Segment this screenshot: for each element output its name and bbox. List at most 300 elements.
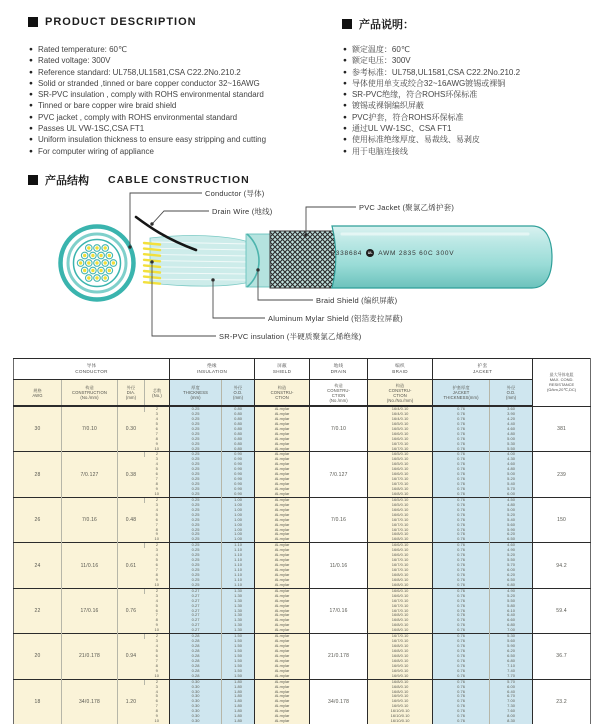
insulation-od-cell: 1.00 [222,497,255,502]
cores-cell: 7 [145,477,170,482]
cores-cell: 8 [145,573,170,578]
description-item-zh-text: PVC护套，符合ROHS环保标准 [351,112,464,122]
description-item-en [29,100,329,111]
cores-cell: 6 [145,427,170,432]
insulation-thickness-cell: 0.27 [170,599,222,604]
awg-cell: 30 [14,406,62,452]
description-item-en [29,112,329,123]
resistance-cell: 150 [533,497,591,542]
cores-cell: 2 [145,406,170,412]
insulation-od-cell: 0.80 [222,422,255,427]
jacket-thickness-cell: 0.76 [433,644,490,649]
jacket-od-cell: 5.70 [490,563,533,568]
braid-construction-cell: 16/6/0.10 [368,553,433,558]
insulation-od-cell: 0.80 [222,447,255,452]
jacket-thickness-cell: 0.76 [433,719,490,724]
insulation-od-cell: 1.50 [222,674,255,679]
col-group-conductor: 导体 CONDUCTOR [14,359,170,380]
shield-construction-cell: Al-mylar [255,599,310,604]
description-item-zh-text: 通过UL VW-1SC、CSA FT1 [351,124,452,134]
col-header: 芯数 (No.) [145,380,170,407]
jacket-od-cell: 5.70 [490,679,533,684]
jacket-od-cell: 6.80 [490,623,533,628]
col-header: 构造 CONSTRU- CTION (No./mm) [310,380,368,407]
insulation-thickness-cell: 0.25 [170,442,222,447]
jacket-od-cell: 7.70 [490,674,533,679]
braid-construction-cell: 16/5/0.10 [368,422,433,427]
jacket-od-cell: 4.60 [490,427,533,432]
insulation-od-cell: 1.80 [222,714,255,719]
shield-construction-cell: Al-mylar [255,604,310,609]
braid-construction-cell: 16/9/0.10 [368,699,433,704]
shield-construction-cell: Al-mylar [255,492,310,497]
conductor-dia-cell: 0.76 [118,588,145,633]
awg-cell: 20 [14,634,62,679]
shield-construction-cell: Al-mylar [255,609,310,614]
col-group-braid: 编织 BRAID [368,359,433,380]
description-item-en-text: Solid or stranded ,tinned or bare copper conductor 32~16AWG [37,78,260,88]
cores-cell: 5 [145,558,170,563]
shield-construction-cell: Al-mylar [255,644,310,649]
description-item-zh [343,44,593,55]
jacket-thickness-cell: 0.76 [433,508,490,513]
insulation-thickness-cell: 0.30 [170,685,222,690]
insulation-thickness-cell: 0.25 [170,573,222,578]
aluminum-mylar-shield-label: Aluminum Mylar Shield (铝箔麦拉屏蔽) [268,314,403,323]
jacket-od-cell: 5.00 [490,437,533,442]
description-item-en-text: For computer wiring of appliance [37,146,154,156]
insulation-od-cell: 1.80 [222,679,255,684]
insulation-thickness-cell: 0.30 [170,704,222,709]
description-item-en [29,67,329,78]
jacket-thickness-cell: 0.76 [433,412,490,417]
insulation-thickness-cell: 0.25 [170,537,222,542]
braid-construction-cell: 16/9/0.10 [368,674,433,679]
jacket-od-cell: 6.00 [490,685,533,690]
insulation-thickness-cell: 0.28 [170,659,222,664]
shield-construction-cell: Al-mylar [255,623,310,628]
jacket-thickness-cell: 0.76 [433,685,490,690]
jacket-od-cell: 5.50 [490,599,533,604]
insulation-thickness-cell: 0.25 [170,422,222,427]
shield-construction-cell: Al-mylar [255,639,310,644]
ul-mark-icon: UL [367,251,373,255]
description-item-zh [343,67,593,78]
col-header: 护套厚度 JACKET THICKNESS(mm) [433,380,490,407]
description-item-zh-text: 使用标准绝缘厚度、易裁线、易剥皮 [351,135,480,145]
jacket-thickness-cell: 0.76 [433,709,490,714]
shield-construction-cell: Al-mylar [255,573,310,578]
description-item-en-text: Passes UL VW-1SC,CSA FT1 [37,124,145,134]
cores-cell: 8 [145,528,170,533]
insulation-od-cell: 1.50 [222,644,255,649]
jacket-thickness-cell: 0.76 [433,618,490,623]
jacket-thickness-cell: 0.76 [433,568,490,573]
jacket-od-cell: 4.60 [490,462,533,467]
bullet-icon: ● [29,125,33,133]
insulation-od-cell: 0.80 [222,442,255,447]
col-header: 外径 O.D. (mm) [222,380,255,407]
jacket-od-cell: 3.90 [490,412,533,417]
insulation-od-cell: 1.50 [222,649,255,654]
jacket-od-cell: 4.20 [490,417,533,422]
braid-construction-cell: 16/7/0.10 [368,558,433,563]
shield-construction-cell: Al-mylar [255,427,310,432]
cores-cell: 2 [145,634,170,639]
insulation-od-cell: 1.10 [222,543,255,548]
braid-construction-cell: 16/5/0.10 [368,503,433,508]
braid-construction-cell: 16/8/0.10 [368,690,433,695]
drain-construction-cell: 7/0.10 [310,406,368,452]
cores-cell: 5 [145,422,170,427]
insulation-od-cell: 0.90 [222,462,255,467]
shield-construction-cell: Al-mylar [255,482,310,487]
shield-construction-cell: Al-mylar [255,447,310,452]
cores-cell: 6 [145,472,170,477]
shield-construction-cell: Al-mylar [255,452,310,457]
jacket-thickness-cell: 0.76 [433,528,490,533]
jacket-od-cell: 6.70 [490,694,533,699]
jacket-od-cell: 5.80 [490,604,533,609]
insulation-od-cell: 1.80 [222,704,255,709]
shield-construction-cell: Al-mylar [255,679,310,684]
drain-construction-cell: 7/0.127 [310,452,368,497]
jacket-thickness-cell: 0.76 [433,532,490,537]
jacket-thickness-cell: 0.76 [433,563,490,568]
jacket-od-cell: 7.40 [490,669,533,674]
col-header: 外径 O.D. (mm) [490,380,533,407]
shield-construction-cell: Al-mylar [255,704,310,709]
cores-cell: 9 [145,487,170,492]
jacket-od-cell: 4.90 [490,548,533,553]
bullet-icon: ● [343,68,347,76]
shield-construction-cell: Al-mylar [255,694,310,699]
jacket-thickness-cell: 0.76 [433,649,490,654]
cores-cell: 3 [145,412,170,417]
description-item-en-text: Tinned or bare copper wire braid shield [37,101,177,111]
insulation-od-cell: 1.00 [222,518,255,523]
shield-construction-cell: Al-mylar [255,518,310,523]
braid-construction-cell: 16/8/0.10 [368,654,433,659]
description-item-zh [343,123,593,134]
bullet-icon: ● [343,79,347,87]
description-item-en-text: Uniform insulation thickness to ensure easy stripping and cutting [37,135,267,145]
jacket-thickness-cell: 0.76 [433,487,490,492]
insulation-od-cell: 1.30 [222,613,255,618]
insulation-od-cell: 1.30 [222,623,255,628]
shield-construction-cell: Al-mylar [255,457,310,462]
insulation-od-cell: 1.30 [222,609,255,614]
cores-cell: 3 [145,548,170,553]
bullet-icon: ● [29,113,33,121]
jacket-print [325,249,460,257]
braid-shield-shape [270,231,336,288]
jacket-od-cell: 4.60 [490,543,533,548]
jacket-thickness-cell: 0.76 [433,472,490,477]
cores-cell: 4 [145,462,170,467]
cores-cell: 4 [145,599,170,604]
conductor-dia-cell: 0.48 [118,497,145,542]
sr-pvc-insulation-label: SR-PVC insulation (半硬质聚氯乙烯绝缘) [219,332,362,341]
bullet-icon: ● [343,57,347,65]
cores-cell: 7 [145,659,170,664]
jacket-thickness-cell: 0.76 [433,634,490,639]
cores-cell: 10 [145,719,170,724]
insulation-thickness-cell: 0.27 [170,594,222,599]
braid-construction-cell: 16/10/0.10 [368,719,433,724]
insulation-thickness-cell: 0.25 [170,447,222,452]
col-header: 厚度 THICKNESS (mm) [170,380,222,407]
insulation-od-cell: 1.00 [222,528,255,533]
col-header: 构造 CONSTRUCTION (No./mm) [62,380,118,407]
jacket-od-cell: 5.30 [490,634,533,639]
braid-shield-label: Braid Shield (编织屏蔽) [316,296,398,305]
jacket-thickness-cell: 0.76 [433,604,490,609]
insulation-od-cell: 0.90 [222,452,255,457]
jacket-od-cell: 4.30 [490,457,533,462]
insulation-od-cell: 0.90 [222,477,255,482]
insulation-thickness-cell: 0.28 [170,669,222,674]
description-item-en [29,44,329,55]
insulation-thickness-cell: 0.27 [170,604,222,609]
cores-cell: 9 [145,714,170,719]
braid-construction-cell: 16/8/0.10 [368,618,433,623]
insulation-thickness-cell: 0.25 [170,513,222,518]
jacket-od-cell: 7.60 [490,709,533,714]
resistance-cell: 239 [533,452,591,497]
insulation-od-cell: 1.10 [222,553,255,558]
resistance-cell: 23.2 [533,679,591,724]
braid-construction-cell: 16/8/0.10 [368,573,433,578]
jacket-od-cell: 7.10 [490,664,533,669]
cores-cell: 9 [145,669,170,674]
braid-construction-cell: 16/5/0.10 [368,452,433,457]
cores-cell: 10 [145,628,170,633]
insulation-thickness-cell: 0.28 [170,634,222,639]
cores-cell: 10 [145,492,170,497]
conductor-dia-cell: 0.38 [118,452,145,497]
jacket-thickness-cell: 0.76 [433,467,490,472]
description-item-zh-text: 参考标准：UL758,UL1581,CSA C22.2No.210.2 [351,67,521,77]
description-item-en [29,55,329,66]
description-item-zh-text: SR-PVC绝缘，符合ROHS环保标准 [351,90,478,100]
description-item-en-text: Rated temperature: 60℃ [37,45,127,54]
jacket-thickness-cell: 0.76 [433,462,490,467]
shield-construction-cell: Al-mylar [255,553,310,558]
shield-construction-cell: Al-mylar [255,685,310,690]
jacket-thickness-cell: 0.76 [433,558,490,563]
insulation-thickness-cell: 0.25 [170,528,222,533]
description-item-zh [343,146,593,157]
cores-cell: 9 [145,623,170,628]
section-marker-icon [342,19,352,29]
description-item-en [29,89,329,100]
cores-cell: 10 [145,537,170,542]
insulation-od-cell: 0.80 [222,437,255,442]
conductor-construction-cell: 7/0.127 [62,452,118,497]
braid-construction-cell: 16/9/0.10 [368,669,433,674]
shield-construction-cell: Al-mylar [255,618,310,623]
cores-cell: 6 [145,563,170,568]
insulation-thickness-cell: 0.30 [170,679,222,684]
jacket-thickness-cell: 0.76 [433,482,490,487]
bullet-icon: ● [343,91,347,99]
cores-cell: 6 [145,699,170,704]
jacket-thickness-cell: 0.76 [433,694,490,699]
braid-construction-cell: 16/5/0.10 [368,427,433,432]
shield-construction-cell: Al-mylar [255,417,310,422]
insulation-od-cell: 1.80 [222,685,255,690]
specification-table [13,358,591,724]
insulation-thickness-cell: 0.25 [170,427,222,432]
jacket-thickness-cell: 0.76 [433,503,490,508]
braid-construction-cell: 16/7/0.10 [368,599,433,604]
insulation-thickness-cell: 0.27 [170,613,222,618]
conductor-construction-cell: 21/0.178 [62,634,118,679]
insulation-thickness-cell: 0.27 [170,628,222,633]
insulation-od-cell: 0.90 [222,472,255,477]
jacket-od-cell: 6.10 [490,609,533,614]
description-item-en-text: PVC jacket , comply with ROHS environmental standard [37,112,238,122]
cores-cell: 4 [145,690,170,695]
braid-construction-cell: 16/7/0.10 [368,609,433,614]
jacket-od-cell: 5.40 [490,518,533,523]
jacket-od-cell: 5.40 [490,482,533,487]
insulation-thickness-cell: 0.25 [170,457,222,462]
braid-construction-cell: 16/6/0.10 [368,508,433,513]
shield-construction-cell: Al-mylar [255,432,310,437]
resistance-cell: 59.4 [533,588,591,633]
insulation-od-cell: 1.30 [222,628,255,633]
jacket-thickness-cell: 0.76 [433,594,490,599]
jacket-od-cell: 6.50 [490,578,533,583]
insulation-od-cell: 1.80 [222,709,255,714]
product-description-list-en [29,44,329,157]
jacket-thickness-cell: 0.76 [433,477,490,482]
shield-construction-cell: Al-mylar [255,503,310,508]
bullet-icon: ● [29,79,33,87]
braid-construction-cell: 16/7/0.10 [368,563,433,568]
cable-cross-section-icon [61,227,134,300]
cores-cell: 8 [145,709,170,714]
jacket-od-cell: 6.80 [490,659,533,664]
insulation-thickness-cell: 0.27 [170,623,222,628]
jacket-thickness-cell: 0.76 [433,553,490,558]
jacket-od-cell: 6.00 [490,568,533,573]
braid-construction-cell: 16/7/0.10 [368,447,433,452]
bullet-icon: ● [343,136,347,144]
drain-construction-cell: 7/0.16 [310,497,368,542]
insulation-thickness-cell: 0.25 [170,563,222,568]
braid-construction-cell: 16/6/0.10 [368,467,433,472]
cores-cell: 2 [145,543,170,548]
cores-cell: 2 [145,588,170,593]
shield-construction-cell: Al-mylar [255,654,310,659]
braid-construction-cell: 16/7/0.10 [368,518,433,523]
jacket-od-cell: 6.40 [490,690,533,695]
bullet-icon: ● [343,125,347,133]
cores-cell: 5 [145,513,170,518]
bullet-icon: ● [343,102,347,110]
braid-construction-cell: 16/6/0.10 [368,543,433,548]
braid-construction-cell: 16/9/0.10 [368,664,433,669]
jacket-thickness-cell: 0.76 [433,578,490,583]
bullet-icon: ● [343,46,347,53]
insulation-od-cell: 1.30 [222,604,255,609]
braid-construction-cell: 16/7/0.10 [368,442,433,447]
insulation-thickness-cell: 0.25 [170,578,222,583]
braid-construction-cell: 16/8/0.10 [368,685,433,690]
jacket-thickness-cell: 0.76 [433,492,490,497]
shield-construction-cell: Al-mylar [255,594,310,599]
bullet-icon: ● [29,46,33,53]
jacket-od-cell: 6.00 [490,492,533,497]
insulation-od-cell: 0.90 [222,457,255,462]
jacket-thickness-cell: 0.76 [433,432,490,437]
bullet-icon: ● [29,136,33,144]
cores-cell: 10 [145,447,170,452]
jacket-od-cell: 5.90 [490,528,533,533]
braid-construction-cell: 16/7/0.10 [368,634,433,639]
description-item-en-text: Reference standard: UL758,UL1581,CSA C22.2No.210.2 [37,67,241,77]
jacket-thickness-cell: 0.76 [433,669,490,674]
description-item-en [29,134,329,145]
conductor-construction-cell: 17/0.16 [62,588,118,633]
insulation-thickness-cell: 0.25 [170,568,222,573]
shield-construction-cell: Al-mylar [255,497,310,502]
jacket-thickness-cell: 0.76 [433,588,490,593]
insulation-thickness-cell: 0.28 [170,654,222,659]
jacket-thickness-cell: 0.76 [433,523,490,528]
insulation-od-cell: 1.80 [222,690,255,695]
insulation-od-cell: 0.80 [222,417,255,422]
insulation-od-cell: 1.00 [222,508,255,513]
conductor-dia-cell: 1.20 [118,679,145,724]
cores-cell: 9 [145,532,170,537]
cores-cell: 7 [145,704,170,709]
cores-cell: 2 [145,452,170,457]
jacket-od-cell: 8.00 [490,714,533,719]
insulation-od-cell: 1.30 [222,588,255,593]
jacket-od-cell: 4.90 [490,588,533,593]
insulation-od-cell: 0.80 [222,432,255,437]
braid-construction-cell: 16/7/0.10 [368,604,433,609]
shield-construction-cell: Al-mylar [255,659,310,664]
insulation-thickness-cell: 0.30 [170,719,222,724]
ul-file-number: E338684 [330,249,363,257]
description-item-zh-text: 镀锡或裸铜编织屏蔽 [351,101,424,111]
insulation-thickness-cell: 0.25 [170,553,222,558]
braid-construction-cell: 16/4/0.10 [368,417,433,422]
cores-cell: 4 [145,644,170,649]
braid-construction-cell: 16/7/0.10 [368,482,433,487]
braid-construction-cell: 16/6/0.10 [368,432,433,437]
col-header: 构造 CONSTRU- CTION [255,380,310,407]
resistance-cell: 381 [533,406,591,452]
drain-construction-cell: 17/0.16 [310,588,368,633]
insulation-od-cell: 1.80 [222,694,255,699]
insulation-thickness-cell: 0.28 [170,664,222,669]
braid-construction-cell: 16/9/0.10 [368,704,433,709]
section-title-en: CABLE CONSTRUCTION [108,174,250,186]
cores-cell: 5 [145,467,170,472]
insulation-od-cell: 1.10 [222,548,255,553]
insulation-thickness-cell: 0.25 [170,543,222,548]
insulation-thickness-cell: 0.25 [170,523,222,528]
jacket-od-cell: 6.20 [490,573,533,578]
braid-construction-cell: 16/7/0.10 [368,523,433,528]
section-title-zh: 产品结构 [45,175,89,187]
